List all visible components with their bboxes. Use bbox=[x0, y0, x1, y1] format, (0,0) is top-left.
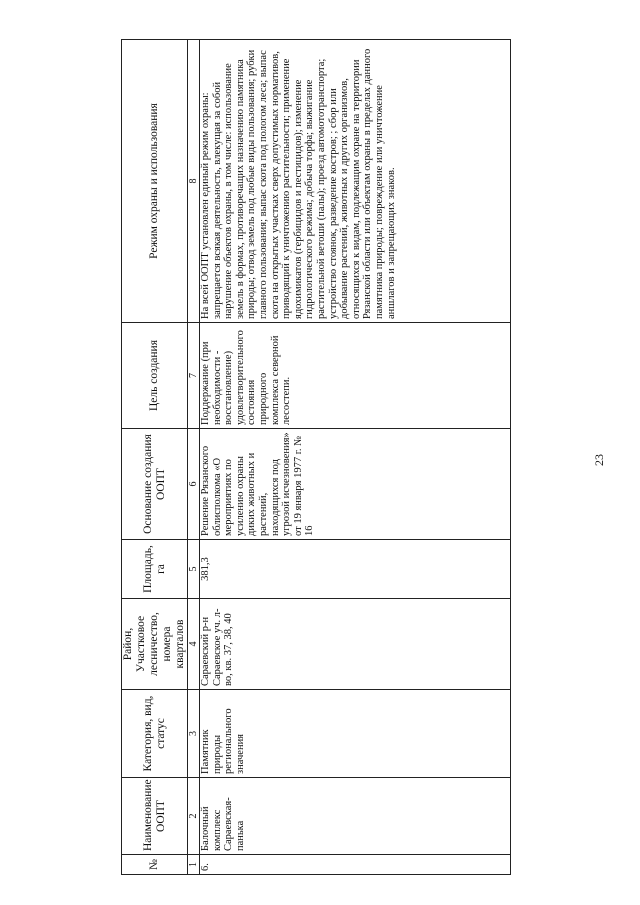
cell-regime: На всей ООПТ установлен единый режим охраны: запрещается всякая деятельность, влекущая за собой нарушение объектов охраны, в том числе: использование земель в формах, противоречащих назначению памятника природы; отвод земель под любые виды пользования; рубки главного пользования; выпас скота под пологом леса; выпас скота на открытых участках сверх допустимых нормативов, приводящий к уничтожению растительности; применение ядохимикатов (гербицидов и пестицидов); изменение гидрологического режима; добыча торфа; выжигание растительной ветоши (палы); проезд автомототранспорта; устройство стоянок, разведение костров; ; сбор или добывание растений, животных и других организмов, относящихся к видам, подлежащим охране на территории Рязанской области или объектам охраны в пределах данного памятника природы; повреждение или уничтожение аншлагов и запрещающих знаков. bbox=[200, 40, 511, 323]
column-number: 7 bbox=[188, 323, 200, 429]
column-number: 1 bbox=[188, 855, 200, 875]
header-cell-purpose: Цель создания bbox=[122, 323, 188, 429]
rotated-page-content bbox=[121, 40, 516, 875]
protected-areas-table bbox=[121, 39, 511, 875]
column-number: 8 bbox=[188, 40, 200, 323]
cell-purpose: Поддержание (при необходимости - восстановление) удовлетворительного состояния природного комплекса северной лесостепи. bbox=[200, 323, 511, 429]
cell-basis: Решение Рязанского облисполкома «О мероприятиях по усилению охраны диких животных и растений, находящихся под угрозой исчезновения» от 19 января 1977 г. № 16 bbox=[200, 429, 511, 540]
header-row bbox=[122, 40, 188, 875]
header-cell-name: Наименование ООПТ bbox=[122, 778, 188, 855]
cell-name: Балочный комплекс Сараевская-панька bbox=[200, 778, 511, 855]
page-number: 23 bbox=[592, 454, 606, 466]
header-cell-category: Категория, вид, статус bbox=[122, 690, 188, 778]
table-row bbox=[200, 40, 511, 875]
cell-location: Сараевский р-н Сараевское уч. л-во, кв. 37, 38, 40 bbox=[200, 599, 511, 690]
header-cell-area: Площадь, га bbox=[122, 540, 188, 599]
header-cell-basis: Основание создания ООПТ bbox=[122, 429, 188, 540]
header-cell-num: № bbox=[122, 855, 188, 875]
cell-category: Памятник природы регионального значения bbox=[200, 690, 511, 778]
column-number: 4 bbox=[188, 599, 200, 690]
cell-num: 6. bbox=[200, 855, 511, 875]
column-number-row bbox=[188, 40, 200, 875]
header-cell-regime: Режим охраны и использования bbox=[122, 40, 188, 323]
column-number: 5 bbox=[188, 540, 200, 599]
cell-area: 381,3 bbox=[200, 540, 511, 599]
column-number: 2 bbox=[188, 778, 200, 855]
column-number: 3 bbox=[188, 690, 200, 778]
header-cell-location: Район, Участковое лесничество, номера кварталов bbox=[122, 599, 188, 690]
column-number: 6 bbox=[188, 429, 200, 540]
